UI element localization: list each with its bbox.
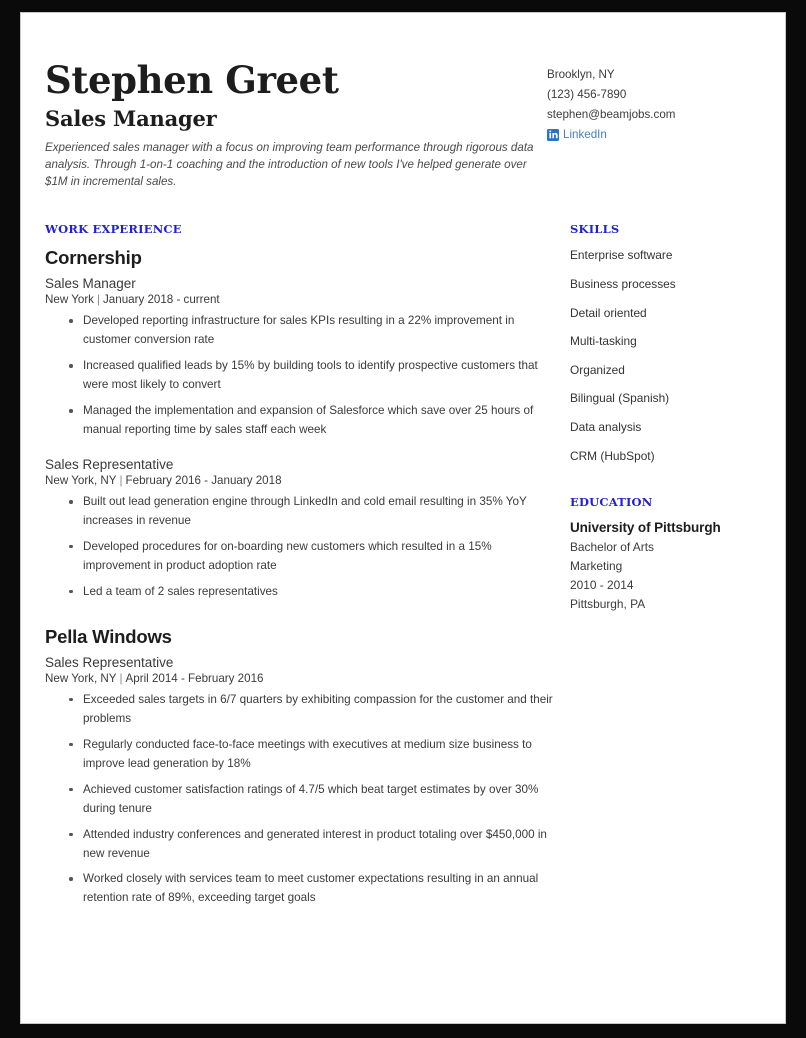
skill-item: Enterprise software xyxy=(570,248,673,263)
section-heading-work-experience: WORK EXPERIENCE xyxy=(45,222,182,237)
job-role: Sales Manager xyxy=(45,276,136,292)
job-bullet: Achieved customer satisfaction ratings of 4.7/5 which beat target estimates by over 30% during tenure xyxy=(83,781,553,819)
job-meta xyxy=(45,672,553,685)
sidebar-column xyxy=(570,222,785,614)
resume-header xyxy=(45,58,747,190)
job-bullet: Led a team of 2 sales representatives xyxy=(83,583,553,602)
professional-summary: Experienced sales manager with a focus on improving team performance through rigorous data analysis. Through 1-on-1 coaching and the introduction of new tools I've helped generate over $1M in incremental sales. xyxy=(45,140,534,188)
job-bullet: Attended industry conferences and generated interest in product totaling over $450,000 in new revenue xyxy=(83,826,553,864)
job-bullet: Developed reporting infrastructure for sales KPIs resulting in a 22% improvement in customer conversion rate xyxy=(83,312,553,350)
job-bullet: Built out lead generation engine through LinkedIn and cold email resulting in 35% YoY increases in revenue xyxy=(83,493,553,531)
education-section xyxy=(570,495,785,614)
job-meta-separator: | xyxy=(119,671,123,685)
skill-item: Detail oriented xyxy=(570,305,647,320)
candidate-job-title: Sales Manager xyxy=(45,105,217,131)
job-bullet-list xyxy=(45,691,553,909)
education-major: Marketing xyxy=(570,559,623,574)
job-location: New York, NY xyxy=(45,671,117,685)
education-location: Pittsburgh, PA xyxy=(570,597,646,612)
job-meta xyxy=(45,474,553,487)
job-bullet: Worked closely with services team to meet customer expectations resulting in an annual retention rate of 89%, exceeding target goals xyxy=(83,870,553,908)
linkedin-icon xyxy=(547,129,559,141)
linkedin-label: LinkedIn xyxy=(563,127,607,141)
job-entry xyxy=(45,655,553,909)
skill-item: Multi-tasking xyxy=(570,334,637,349)
skills-list xyxy=(570,247,785,465)
contact-location: Brooklyn, NY xyxy=(547,68,615,81)
education-dates: 2010 - 2014 xyxy=(570,578,634,593)
job-location: New York, NY xyxy=(45,474,117,488)
contact-linkedin[interactable] xyxy=(547,125,747,145)
resume-page xyxy=(20,12,786,1024)
job-dates: February 2016 - January 2018 xyxy=(125,474,282,488)
skill-item: Business processes xyxy=(570,276,676,291)
skill-item: Data analysis xyxy=(570,420,642,434)
resume-body xyxy=(45,222,747,932)
education-school: University of Pittsburgh xyxy=(570,520,721,536)
company-name: Pella Windows xyxy=(45,625,172,647)
job-role: Sales Representative xyxy=(45,457,174,473)
job-dates: January 2018 - current xyxy=(103,293,220,307)
skills-section xyxy=(570,222,785,465)
skill-item: Organized xyxy=(570,362,625,377)
job-location: New York xyxy=(45,293,94,307)
candidate-name: Stephen Greet xyxy=(45,58,339,102)
main-column xyxy=(45,222,553,932)
job-meta xyxy=(45,293,553,306)
job-role: Sales Representative xyxy=(45,654,174,670)
job-meta-separator: | xyxy=(119,474,123,488)
header-identity xyxy=(45,58,545,190)
company-block xyxy=(45,247,553,601)
section-heading-education: EDUCATION xyxy=(570,495,653,510)
resume-sheet xyxy=(21,13,785,1023)
skill-item: Bilingual (Spanish) xyxy=(570,391,670,406)
company-block xyxy=(45,626,553,909)
job-bullet: Exceeded sales targets in 6/7 quarters by exhibiting compassion for the customer and their problems xyxy=(83,691,553,729)
contact-block xyxy=(547,61,747,145)
contact-phone: (123) 456-7890 xyxy=(547,87,627,101)
education-degree: Bachelor of Arts xyxy=(570,540,654,555)
job-entry xyxy=(45,276,553,440)
job-bullet: Managed the implementation and expansion of Salesforce which save over 25 hours of manual reporting time by sales staff each week xyxy=(83,402,553,440)
job-bullet-list xyxy=(45,312,553,440)
job-dates: April 2014 - February 2016 xyxy=(125,671,264,685)
job-entry xyxy=(45,457,553,602)
job-bullet-list xyxy=(45,493,553,602)
job-bullet: Increased qualified leads by 15% by building tools to identify prospective customers that were most likely to convert xyxy=(83,357,553,395)
skill-item: CRM (HubSpot) xyxy=(570,448,655,463)
education-entry xyxy=(570,520,785,614)
work-experience-list xyxy=(45,247,553,908)
job-meta-separator: | xyxy=(96,293,100,307)
section-heading-skills: SKILLS xyxy=(570,222,620,237)
job-bullet: Developed procedures for on-boarding new customers which resulted in a 15% improvement in product adoption rate xyxy=(83,538,553,576)
job-bullet: Regularly conducted face-to-face meetings with executives at medium size business to improve lead generation by 18% xyxy=(83,736,553,774)
company-name: Cornership xyxy=(45,247,142,269)
contact-email: stephen@beamjobs.com xyxy=(547,107,676,121)
